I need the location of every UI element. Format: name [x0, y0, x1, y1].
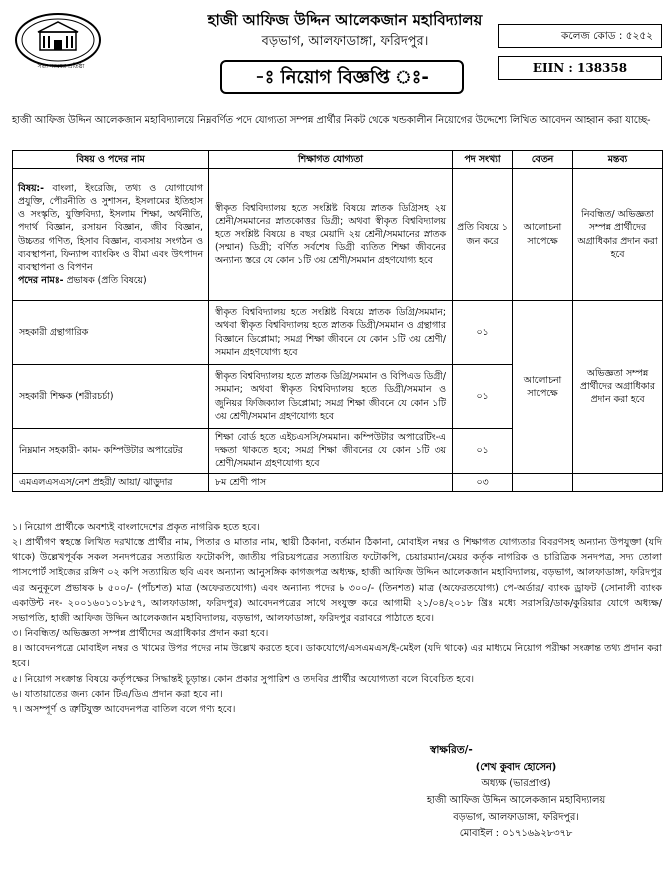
table-header-row — [13, 151, 663, 169]
college-logo-icon — [12, 10, 104, 68]
condition-item: ৬। যাতায়াতের জন্য কোন টিএ/ডিএ প্রদান করা হবে না। — [12, 688, 223, 700]
count-cell: প্রতি বিষয়ে ১ জন করে — [453, 169, 513, 301]
table-row — [13, 169, 663, 301]
condition-item: ১। নিয়োগ প্রার্থীকে অবশ্যই বাংলাদেশের প্রকৃত নাগরিক হতে হবে। — [12, 522, 260, 533]
signatory-address: বড়ভাগ, আলফাডাঙ্গা, ফরিদপুর। — [453, 811, 579, 823]
college-address: বড়ভাগ, আলফাডাঙ্গা, ফরিদপুর। — [261, 34, 429, 49]
lecturer-subjects-cell — [13, 169, 209, 301]
condition-item: ৫। নিয়োগ সংক্রান্ত বিষয়ে কর্তৃপক্ষের সিদ্ধান্তই চূড়ান্ত। কোন প্রকার সুপারিশ ও তদবির প্রার্থীর অযোগ্যতা বলে বিবেচিত হবে। — [12, 673, 475, 685]
conditions-list — [12, 520, 662, 717]
college-name: হাজী আফিজ উদ্দিন আলেকজান মহাবিদ্যালয় — [207, 11, 483, 29]
post-name-cell: সহকারী শিক্ষক (শরীরচর্চা) — [13, 365, 209, 429]
qualification-cell: স্বীকৃত বিশ্ববিদ্যালয় হতে সংশ্লিষ্ট বিষয়ে স্নাতক ডিগ্রি/সমমান; অথবা স্বীকৃত বিশ্ববিদ্যালয় হতে স্নাতক ডিগ্রী/সমমান ও গ্রন্থাগার বিজ্ঞানে ডিপ্লোমা; সমগ্র শিক্ষা জীবনে যে কোন ১টি ৩য় শ্রেণী/সমমান গ্রহণযোগ্য হবে — [209, 301, 453, 365]
salary-cell: আলোচনা সাপেক্ষে — [513, 301, 573, 474]
header-post: বিষয় ও পদের নাম — [13, 151, 209, 169]
college-code-box: কলেজ কোড : ৫২৫২ — [498, 24, 662, 48]
signed-label: স্বাক্ষরিত/- — [430, 744, 473, 756]
header-qualification: শিক্ষাগত যোগ্যতা — [209, 151, 453, 169]
post-name: প্রভাষক (প্রতি বিষয়ে) — [66, 275, 147, 287]
remark-cell: অভিজ্ঞতা সম্পন্ন প্রার্থীদের অগ্রাধিকার প্রদান করা হবে — [573, 301, 663, 474]
notice-title: -ঃ নিয়োগ বিজ্ঞপ্তি ঃ- — [220, 60, 464, 94]
qualification-cell: ৮ম শ্রেণী পাস — [209, 473, 453, 491]
table-row — [13, 473, 663, 491]
qualification-cell: স্বীকৃত বিশ্ববিদ্যালয় হতে সংশ্লিষ্ট বিষয়ে স্নাতক ডিগ্রিসহ ২য় শ্রেনী/সমমানের স্নাতকোত্তর ডিগ্রী; অথবা স্বীকৃত বিশ্ববিদ্যালয় হতে সংশ্লিষ্ট বিষয়ে ৪ বছর মেয়াদি ২য় শ্রেনী/সমমানের স্নাতক (সম্মান) ডিগ্রী; বর্ণিত সর্বশেষ ডিগ্রী ব্যতিত শিক্ষা জীবনের অন্যান্য স্তরে যে কোন ১টি ৩য় শ্রেণী/সমমান গ্রহণযোগ্য হবে — [209, 169, 453, 301]
condition-item: ২। প্রার্থীগণ স্বহস্তে লিখিত দরখাস্তে প্রার্থীর নাম, পিতার ও মাতার নাম, স্থায়ী ঠিকানা, বর্তমান ঠিকানা, মোবাইল নম্বর ও শিক্ষাগত যোগ্যতার বিবরণসহ অন্যান্য উপযুক্তা (যদি থাকে) উল্লেখপূর্বক সকল সনদপত্রের সত্যায়িত ফটোকপি, জাতীয় পরিচয়পত্রের সত্যায়িত ফটোকপি, চেয়ারম্যান/মেয়র কর্তৃক নাগরিক ও চারিত্রিক সনদপত্র, সদ্য তোলা পাসপোর্ট সাইজের রঙ্গিণ ০২ কপি সত্যায়িত ছবি এবং অন্যান্য আনুসঙ্গিক কাগজপত্র অধ্যক্ষ, হাজী আফিজ উদ্দিন আলেকজান মহাবিদ্যালয়, বড়ভাগ, আলফাডাঙ্গা, ফরিদপুর এর অনুকূলে প্রভাষক ৳ ৫০০/- (পাঁচশত) মাত্র (অফেরতযোগ্য) এবং অন্যান্য পদের ৳ ৩০০/- (তিনশত) মাত্র (অফেরতযোগ্য) পে-অর্ডার/ ব্যাংক ড্রাফট (সোনালী ব্যাংক একাউন্ট নং- ২০০১৬০১০১৮৫৭, আলফাডাঙ্গা, ফরিদপুর) আবেদনপত্রের সাথে সংযুক্ত করে আগামী ২১/০৪/২০১৮ খ্রিঃ মধ্যে সরাসরি/ডাক/কুরিয়ার যোগে অধ্যক্ষ/ সভাপতি, হাজী আফিজ উদ্দিন আলেকজান মহাবিদ্যালয়, বড়ভাগ, আলফাডাঙ্গা, ফরিদপুর বরাবরে পাঠাতে হবে। — [12, 537, 662, 624]
signature-block — [370, 742, 662, 843]
count-cell: ০১ — [453, 301, 513, 365]
subject-list: বাংলা, ইংরেজি, তথ্য ও যোগাযোগ প্রযুক্তি, পৌরনীতি ও সুশাসন, ইসলামের ইতিহাস ও সংস্কৃতি, যুক্তিবিদ্যা, ইসলাম শিক্ষা, অর্থনীতি, পদার্থ বিজ্ঞান, রসায়ন বিজ্ঞান, জীব বিজ্ঞান, উচ্চতর গণিত, হিসাব বিজ্ঞান, ব্যবসায় সংগঠন ও ব্যবস্থাপনা, ফিন্যান্স ব্যাংকিং ও বীমা এবং উৎপাদন ব্যবস্থাপনা ও বিপণন — [18, 182, 203, 273]
salary-cell: আলোচনা সাপেক্ষে — [513, 169, 573, 301]
table-row — [13, 301, 663, 365]
remark-cell: নিবন্ধিত/ অভিজ্ঞতা সম্পন্ন প্রার্থীদের অগ্রাধিকার প্রদান করা হবে — [573, 169, 663, 301]
count-cell: ০১ — [453, 365, 513, 429]
signatory-name: (শেখ কুবাদ হোসেন) — [475, 761, 557, 773]
header-salary: বেতন — [513, 151, 573, 169]
eiin-box: EIIN : 138358 — [498, 56, 662, 80]
signatory-mobile: মোবাইল : ০১৭১৬৯২৮৩৭৮ — [459, 828, 573, 840]
post-name-cell: সহকারী গ্রন্থাগারিক — [13, 301, 209, 365]
vacancy-table — [12, 150, 663, 492]
post-label: পদের নামঃ- — [18, 275, 64, 287]
post-name-cell: নিম্নমান সহকারী- কাম- কম্পিউটার অপারেটর — [13, 429, 209, 474]
subject-label: বিষয়:- — [18, 182, 45, 194]
post-name-cell: এমএলএসএস/নেশ প্রহরী/ আয়া/ ঝাড়ুদার — [13, 473, 209, 491]
signatory-college: হাজী আফিজ উদ্দিন আলেকজান মহাবিদ্যালয় — [426, 795, 606, 807]
condition-item: ৪। আবেদনপত্রে মোবাইল নম্বর ও খামের উপর পদের নাম উল্লেখ করতে হবে। ডাকযোগে/এসএমএস/ই-মেইল (যদি থাকে) এর মাধ্যমে নিয়োগ পরীক্ষা সংক্রান্ত তথ্য প্রদান করা হবে। — [12, 643, 662, 670]
qualification-cell: শিক্ষা বোর্ড হতে এইচএসসি/সমমান। কম্পিউটার অপারেটিং-এ দক্ষতা থাকতে হবে; সমগ্র শিক্ষা জীবনের যে কোন ১টি ৩য় শ্রেণী/সমমান গ্রহণযোগ্য হবে — [209, 429, 453, 474]
count-cell: ০৩ — [453, 473, 513, 491]
notice-header — [0, 0, 672, 108]
condition-item: ৩। নিবন্ধিত/ অভিজ্ঞতা সম্পন্ন প্রার্থীদের অগ্রাধিকার প্রদান করা হবে। — [12, 628, 269, 640]
signatory-designation: অধ্যক্ষ (ভারপ্রাপ্ত) — [481, 778, 551, 790]
header-count: পদ সংখ্যা — [453, 151, 513, 169]
empty-cell — [513, 473, 573, 491]
count-cell: ০১ — [453, 429, 513, 474]
header-remark: মন্তব্য — [573, 151, 663, 169]
logo-caption: সত্য ন্যায়ের প্রতিষ্ঠা — [37, 63, 85, 70]
intro-paragraph: হাজী আফিজ উদ্দিন আলেকজান মহাবিদ্যালয়ে নিম্নবর্ণিত পদে যোগ্যতা সম্পন্ন প্রার্থীর নিকট থেকে খন্ডকালীন নিয়োগের উদ্দেশ্যে লিখিত আবেদন আহ্বান করা যাচ্ছে- — [12, 115, 651, 126]
empty-cell — [573, 473, 663, 491]
condition-item: ৭। অসম্পূর্ণ ও ত্রুটিযুক্ত আবেদনপত্র বাতিল বলে গণ্য হবে। — [12, 703, 236, 715]
qualification-cell: স্বীকৃত বিশ্ববিদ্যালয় হতে স্নাতক ডিগ্রি/সমমান ও বিপিএড ডিগ্রী/সমমান; অথবা স্বীকৃত বিশ্ববিদ্যালয় হতে ডিগ্রী/সমমান ও জুনিয়র ফিজিক্যাল ডিপ্লোমা; সমগ্র শিক্ষা জীবনে যে কোন ১টি ৩য় শ্রেণী/সমমান গ্রহণযোগ্য হবে — [209, 365, 453, 429]
